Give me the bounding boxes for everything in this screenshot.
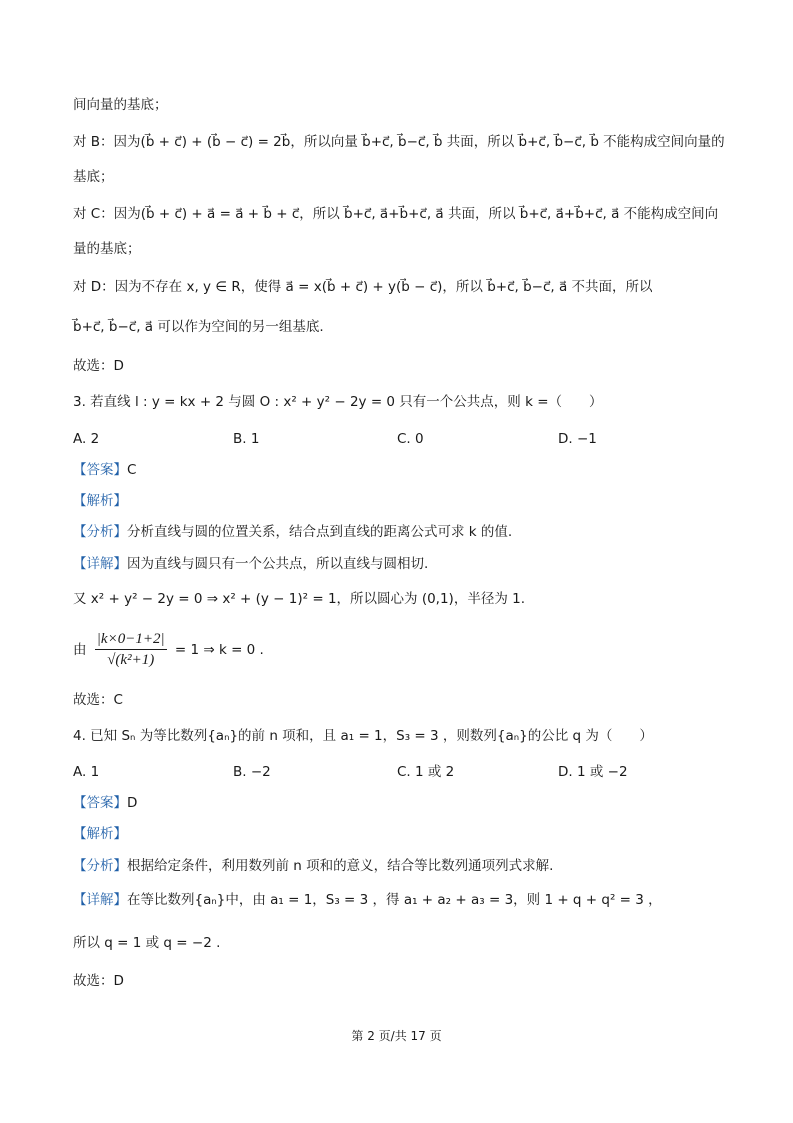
q4-line-2: 所以 q = 1 或 q = −2 . [73,935,221,951]
question-3: 3. 若直线 l : y = kx + 2 与圆 O : x² + y² − 2y = 0 只有一个公共点，则 k =（ ） [73,394,603,410]
jiexi-tag: 【解析】 [73,826,127,842]
page-footer: 第 2 页/共 17 页 [351,1029,442,1043]
text-line: 对 C：因为(b⃗ + c⃗) + a⃗ = a⃗ + b⃗ + c⃗，所以 b⃗+c⃗, a⃗+b⃗+c⃗, a⃗ 共面，所以 b⃗+c⃗, a⃗+b⃗+c⃗, a⃗ 不能构成空间向 [73,206,719,222]
q3-fenxi [73,521,512,543]
q4-choose: 故选：D [73,973,124,989]
xiangjie-text: 在等比数列{aₙ}中，由 a₁ = 1，S₃ = 3 ，得 a₁ + a₂ + a₃ = 3，则 1 + q + q² = 3 ， [127,892,662,908]
fenxi-tag: 【分析】 [73,858,127,874]
answer-value: C [127,462,137,478]
q3-line-3-post: = 1 ⇒ k = 0 . [174,642,264,658]
q3-line-3 [73,630,264,670]
fenxi-tag: 【分析】 [73,524,127,540]
text-line: 对 B：因为(b⃗ + c⃗) + (b⃗ − c⃗) = 2b⃗，所以向量 b⃗+c⃗, b⃗−c⃗, b⃗ 共面，所以 b⃗+c⃗, b⃗−c⃗, b⃗ 不能构成空间向量的 [73,134,725,150]
q3-answer [73,459,136,481]
xiangjie-text: 因为直线与圆只有一个公共点，所以直线与圆相切. [127,556,429,572]
text-line: 间向量的基底； [73,97,168,113]
text-line: 故选：D [73,358,124,374]
text-line: 基底； [73,169,114,185]
answer-tag: 【答案】 [73,462,127,478]
q3-line-3-pre: 由 [73,642,87,658]
q3-line-2: 又 x² + y² − 2y = 0 ⇒ x² + (y − 1)² = 1，所以圆心为 (0,1)，半径为 1. [73,591,525,607]
q3-option-b: B. 1 [233,431,260,447]
answer-value: D [127,795,138,811]
q4-option-c: C. 1 或 2 [397,764,455,780]
q4-option-d: D. 1 或 −2 [558,764,628,780]
fraction-numerator: |k×0−1+2| [95,630,167,650]
q4-answer [73,792,137,814]
question-4: 4. 已知 Sₙ 为等比数列{aₙ}的前 n 项和，且 a₁ = 1，S₃ = 3 ，则数列{aₙ}的公比 q 为（ ） [73,728,653,744]
text-line: b⃗+c⃗, b⃗−c⃗, a⃗ 可以作为空间的另一组基底. [73,319,324,335]
q3-choose: 故选：C [73,692,123,708]
q3-option-a: A. 2 [73,431,100,447]
q4-xiangjie [73,889,662,911]
xiangjie-tag: 【详解】 [73,892,127,908]
q4-fenxi [73,855,553,877]
q4-jiexi [73,823,127,845]
fenxi-text: 根据给定条件，利用数列前 n 项和的意义，结合等比数列通项列式求解. [127,858,554,874]
q4-option-a: A. 1 [73,764,100,780]
answer-tag: 【答案】 [73,795,127,811]
q3-option-d: D. −1 [558,431,597,447]
text-line: 对 D：因为不存在 x, y ∈ R，使得 a⃗ = x(b⃗ + c⃗) + y(b⃗ − c⃗)，所以 b⃗+c⃗, b⃗−c⃗, a⃗ 不共面，所以 [73,279,653,295]
jiexi-tag: 【解析】 [73,493,127,509]
q3-jiexi [73,490,127,512]
fraction [95,630,167,670]
fenxi-text: 分析直线与圆的位置关系，结合点到直线的距离公式可求 k 的值. [127,524,513,540]
text-line: 量的基底； [73,241,141,257]
xiangjie-tag: 【详解】 [73,556,127,572]
fraction-denominator: √(k²+1) [107,652,155,668]
q4-option-b: B. −2 [233,764,271,780]
q3-xiangjie [73,553,428,575]
q3-option-c: C. 0 [397,431,424,447]
